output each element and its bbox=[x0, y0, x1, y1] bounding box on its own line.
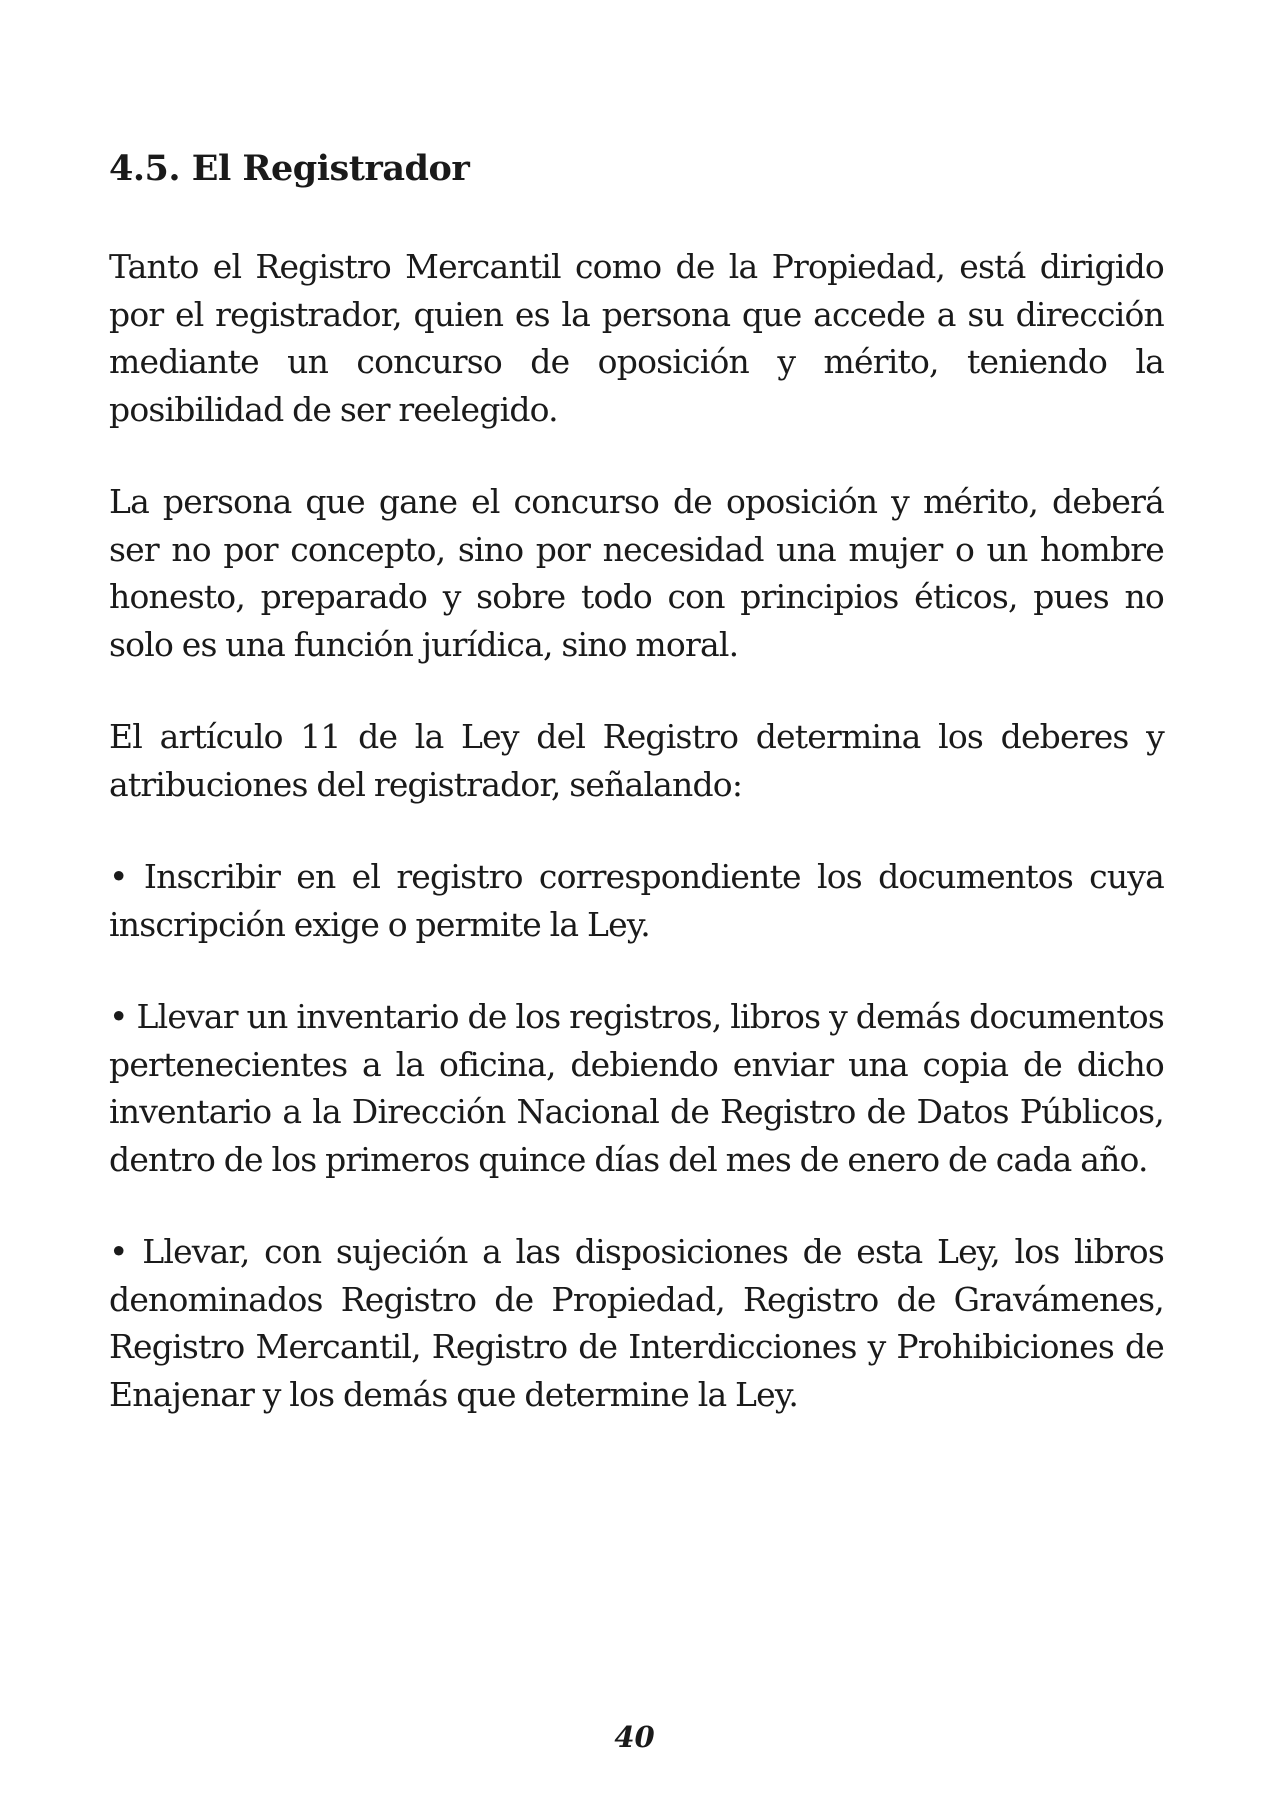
paragraph: El artículo 11 de la Ley del Registro determina los deberes y atribuciones del registrador, señalando: bbox=[109, 717, 1164, 804]
bullet-item: • Llevar un inventario de los registros, libros y demás documentos pertenecientes a la oficina, debiendo enviar una copia de dicho inventario a la Dirección Nacional de Registro de Datos Públicos, dentro de los primeros quince días del mes de enero de cada año. bbox=[109, 997, 1164, 1179]
bullet-item: • Llevar, con sujeción a las disposiciones de esta Ley, los libros denominados Registro de Propiedad, Registro de Gravámenes, Registro Mercantil, Registro de Interdicciones y Prohibiciones de Enajenar y los demás que determine la Ley. bbox=[109, 1232, 1164, 1414]
page-content bbox=[109, 145, 1164, 1418]
page-number: 40 bbox=[614, 1720, 655, 1754]
bullet-item: • Inscribir en el registro correspondiente los documentos cuya inscripción exige o permite la Ley. bbox=[109, 857, 1164, 944]
section-heading: 4.5. El Registrador bbox=[109, 148, 470, 189]
paragraph: Tanto el Registro Mercantil como de la Propiedad, está dirigido por el registrador, quien es la persona que accede a su dirección mediante un concurso de oposición y mérito, teniendo la posibilidad de ser reelegido. bbox=[109, 247, 1164, 429]
paragraph: La persona que gane el concurso de oposición y mérito, deberá ser no por concepto, sino por necesidad una mujer o un hombre honesto, preparado y sobre todo con principios éticos, pues no solo es una función jurídica, sino moral. bbox=[109, 482, 1164, 664]
